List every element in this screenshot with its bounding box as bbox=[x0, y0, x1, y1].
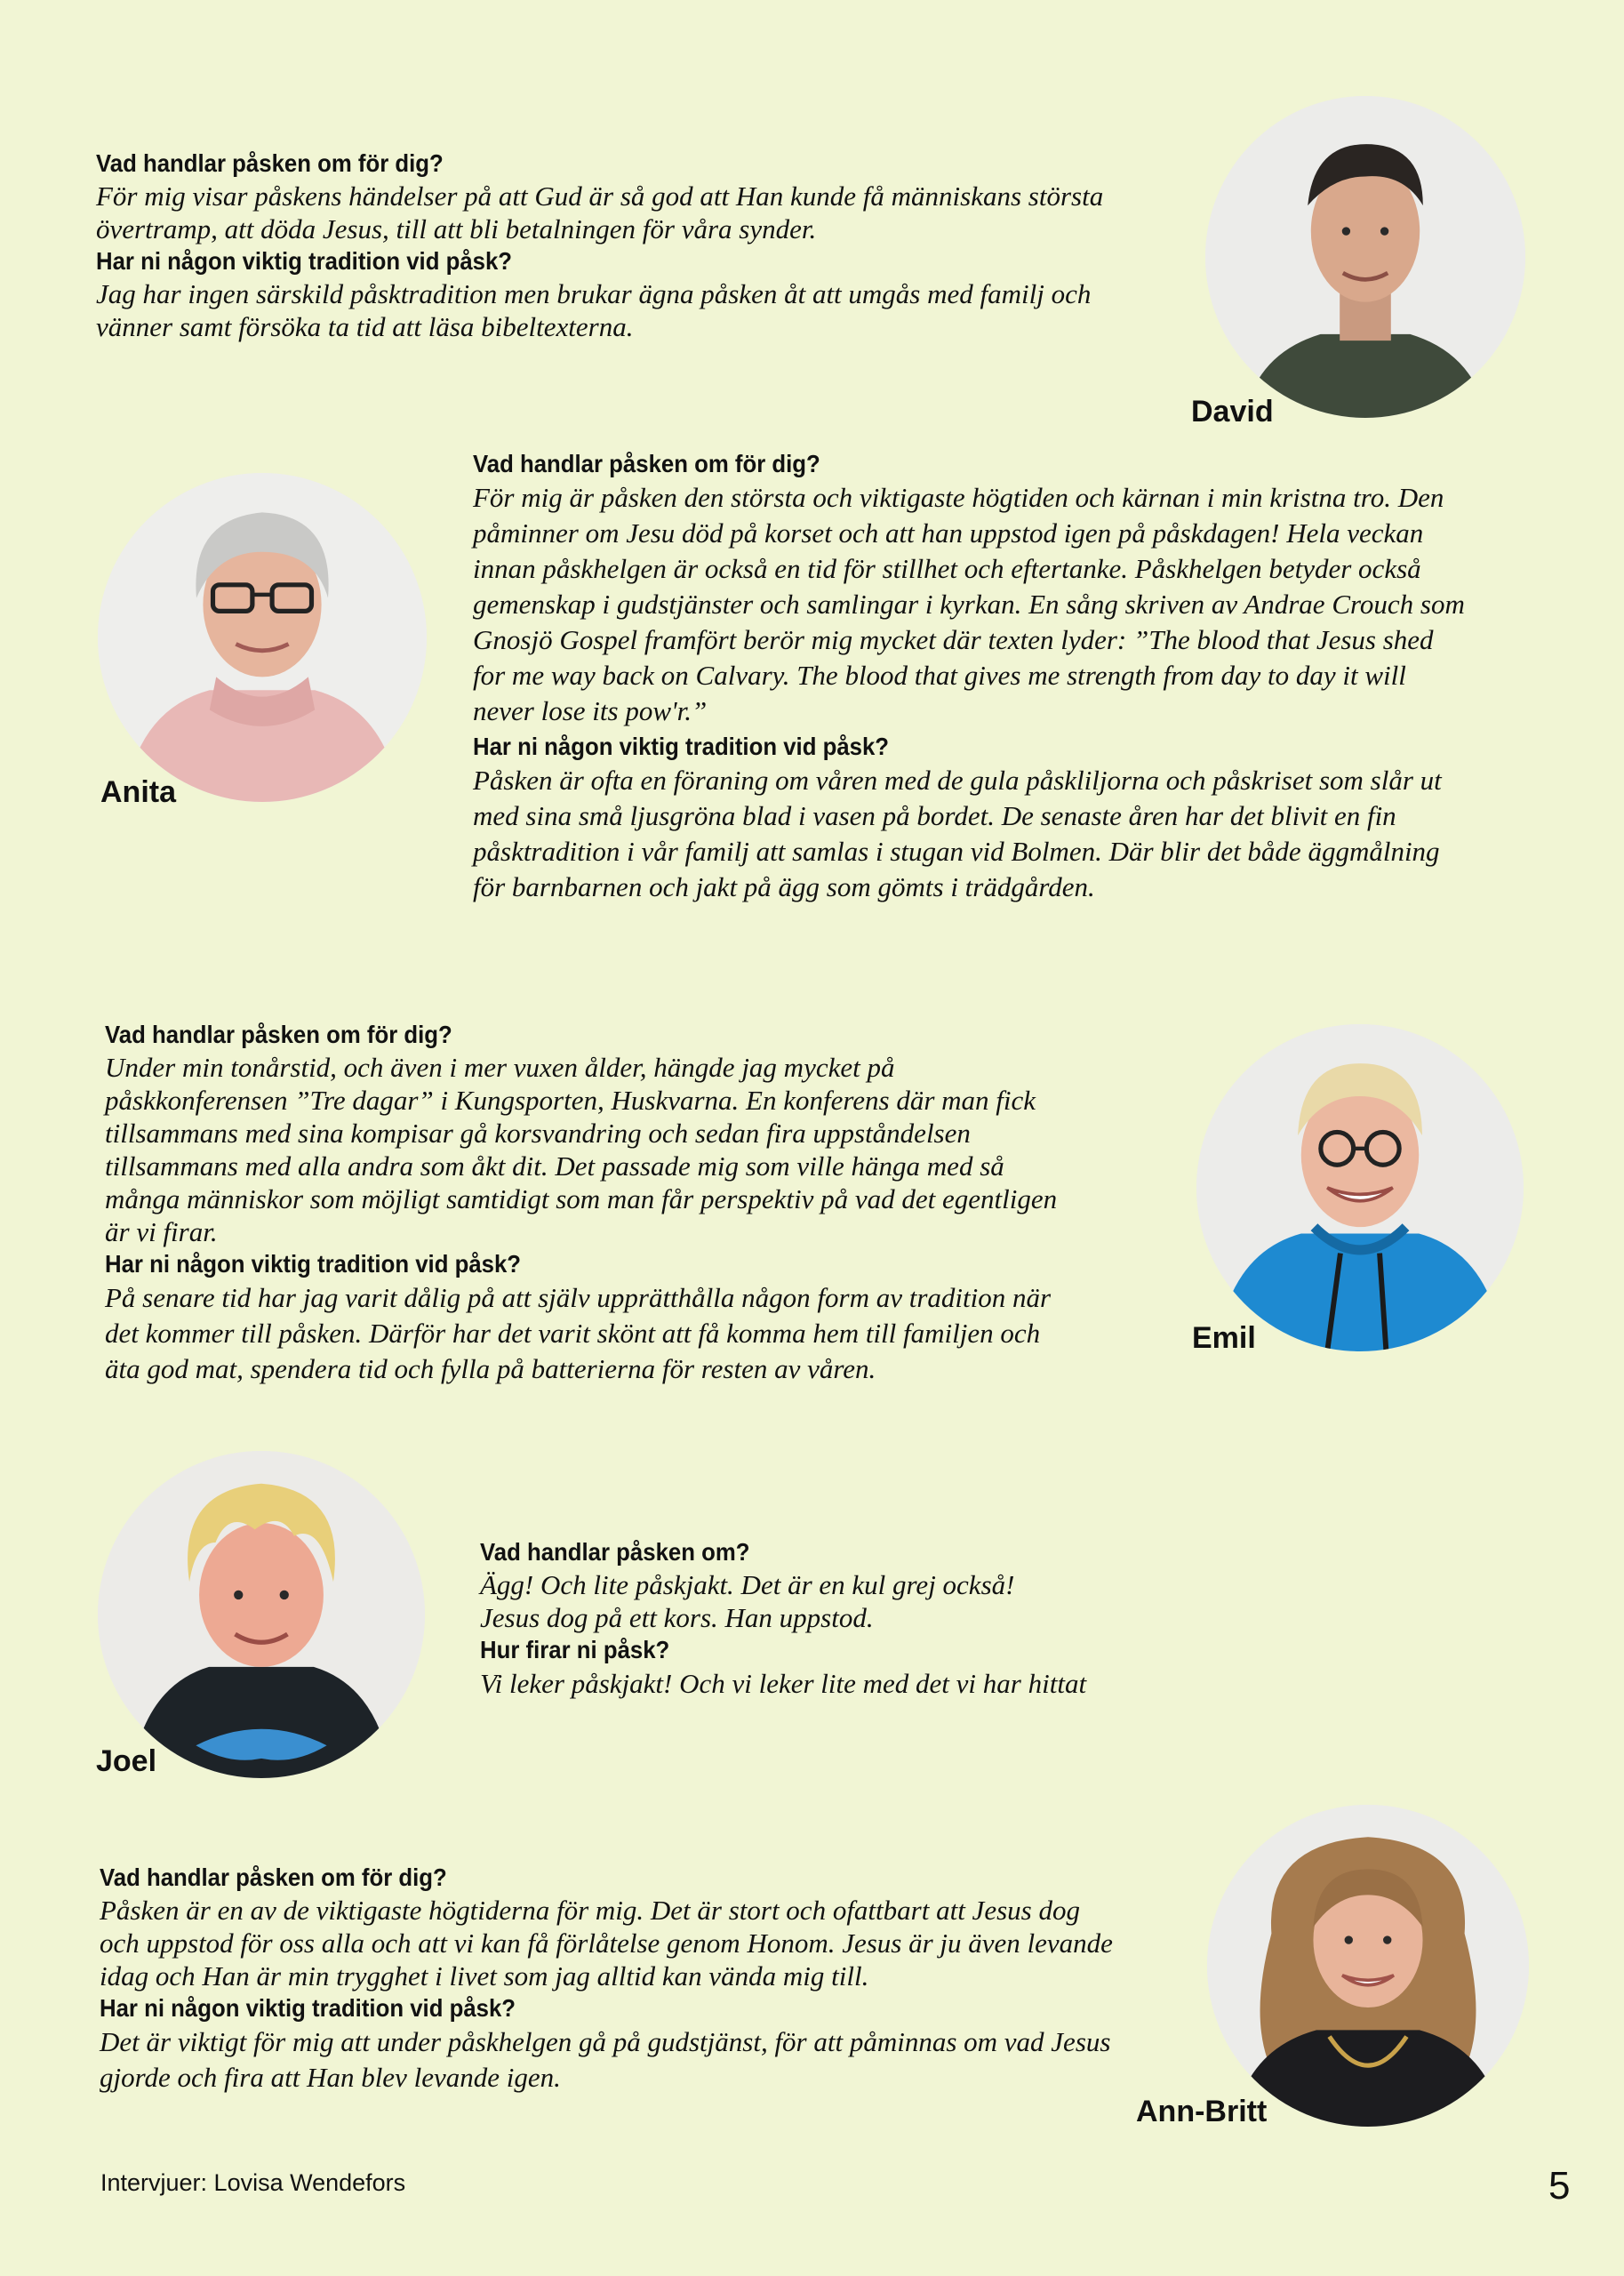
person-name-emil: Emil bbox=[1192, 1321, 1256, 1355]
answer-line: På senare tid har jag varit dålig på att själv upprätthålla någon form av tradition när bbox=[105, 1282, 1052, 1313]
portrait-joel bbox=[98, 1451, 425, 1778]
answer-line: övertramp, att döda Jesus, till att bli betalningen för våra synder. bbox=[96, 213, 817, 244]
answer-line: gemenskap i gudstjänster och samlingar i kyrkan. En sång skriven av Andrae Crouch som bbox=[473, 589, 1465, 620]
answer-line: med sina små ljusgröna blad i vasen på bordet. De senaste åren har det blivit en fin bbox=[473, 800, 1396, 831]
answer-text bbox=[96, 277, 1198, 343]
interview-joel bbox=[480, 1536, 1458, 1702]
portrait-anita bbox=[98, 473, 427, 802]
answer-text bbox=[105, 1280, 1172, 1387]
question-heading: Vad handlar påsken om för dig? bbox=[105, 1021, 452, 1048]
answer-line: För mig är påsken den största och viktigaste högtiden och kärnan i min kristna tro. Den bbox=[473, 482, 1444, 513]
person-name-joel: Joel bbox=[96, 1744, 157, 1778]
question-heading: Vad handlar påsken om för dig? bbox=[473, 450, 820, 477]
interview-anita bbox=[473, 448, 1593, 905]
question-heading: Vad handlar påsken om för dig? bbox=[96, 149, 444, 177]
question-heading: Vad handlar påsken om för dig? bbox=[100, 1863, 447, 1891]
person-name-anita: Anita bbox=[100, 775, 176, 809]
answer-line: påminner om Jesu död på korset och att han uppstod igen på påskdagen! Hela veckan bbox=[473, 517, 1424, 549]
answer-text bbox=[480, 1666, 1458, 1702]
question-heading: Har ni någon viktig tradition vid påsk? bbox=[96, 247, 513, 275]
answer-line: och uppstod för oss alla och att vi kan få förlåtelse genom Honom. Jesus är ju även levande bbox=[100, 1927, 1113, 1959]
answer-text bbox=[105, 1051, 1172, 1248]
portrait-david bbox=[1205, 96, 1525, 418]
answer-line: Under min tonårstid, och även i mer vuxen ålder, hängde jag mycket på bbox=[105, 1052, 895, 1083]
question-heading: Har ni någon viktig tradition vid påsk? bbox=[105, 1250, 522, 1278]
answer-line: idag och Han är min trygghet i livet som jag alltid kan vända mig till. bbox=[100, 1960, 869, 1992]
answer-line: tillsammans med sina kompisar gå korsvandring och sedan fira uppståndelsen bbox=[105, 1118, 971, 1149]
answer-line: äta god mat, spendera tid och fylla på batterierna för resten av våren. bbox=[105, 1353, 876, 1384]
interview-emil bbox=[105, 1019, 1172, 1387]
question-heading: Har ni någon viktig tradition vid påsk? bbox=[473, 733, 890, 760]
answer-line: många människor som möjligt samtidigt som man får perspektiv på vad det egentligen bbox=[105, 1183, 1058, 1214]
answer-text bbox=[473, 480, 1593, 729]
answer-line: Det är viktigt för mig att under påskhelgen gå på gudstjänst, för att påminnas om vad Jesus bbox=[100, 2026, 1111, 2057]
interviewer-credit: Intervjuer: Lovisa Wendefors bbox=[100, 2169, 406, 2196]
answer-line: för barnbarnen och jakt på ägg som gömts i trädgården. bbox=[473, 871, 1095, 902]
portrait-ann-britt bbox=[1207, 1805, 1529, 2127]
answer-line: vänner samt försöka ta tid att läsa bibeltexterna. bbox=[96, 311, 634, 342]
answer-text bbox=[100, 2024, 1202, 2096]
answer-line: Gnosjö Gospel framfört berör mig mycket där texten lyder: ”The blood that Jesus shed bbox=[473, 624, 1434, 655]
page-number: 5 bbox=[1548, 2164, 1571, 2208]
answer-line: påsktradition i vår familj att samlas i stugan vid Bolmen. Där blir det både äggmålning bbox=[473, 836, 1440, 867]
interview-ann-britt bbox=[100, 1862, 1202, 2096]
answer-line: innan påskhelgen är också en tid för stillhet och eftertanke. Påskhelgen betyder också bbox=[473, 553, 1421, 584]
question-heading: Har ni någon viktig tradition vid påsk? bbox=[100, 1994, 516, 2022]
person-name-ann-britt: Ann-Britt bbox=[1136, 2095, 1268, 2128]
answer-line: tillsammans med alla andra som åkt dit. Det passade mig som ville hänga med så bbox=[105, 1150, 1004, 1182]
answer-line: gjorde och fira att Han blev levande igen. bbox=[100, 2062, 561, 2093]
person-name-david: David bbox=[1191, 395, 1274, 429]
portrait-emil bbox=[1196, 1024, 1524, 1351]
answer-line: påskkonferensen ”Tre dagar” i Kungsporten, Huskvarna. En konferens där man fick bbox=[105, 1085, 1036, 1116]
answer-text bbox=[96, 180, 1198, 245]
answer-line: Påsken är ofta en föraning om våren med de gula påskliljorna och påskriset som slår ut bbox=[473, 765, 1442, 796]
answer-line: Ägg! Och lite påskjakt. Det är en kul grej också! bbox=[480, 1569, 1015, 1600]
interview-david bbox=[96, 148, 1198, 343]
answer-line: Jesus dog på ett kors. Han uppstod. bbox=[480, 1602, 874, 1633]
question-heading: Hur firar ni påsk? bbox=[480, 1636, 670, 1663]
answer-text bbox=[100, 1894, 1202, 1992]
answer-text bbox=[480, 1568, 1458, 1634]
answer-line: Vi leker påskjakt! Och vi leker lite med det vi har hittat bbox=[480, 1668, 1087, 1699]
answer-line: Jag har ingen särskild påsktradition men brukar ägna påsken åt att umgås med familj och bbox=[96, 278, 1092, 309]
answer-line: det kommer till påsken. Därför har det varit skönt att få komma hem till familjen och bbox=[105, 1318, 1041, 1349]
answer-line: är vi firar. bbox=[105, 1216, 218, 1247]
answer-text bbox=[473, 763, 1593, 905]
answer-line: for me way back on Calvary. The blood that gives me strength from day to day it will bbox=[473, 660, 1406, 691]
answer-line: never lose its pow'r.” bbox=[473, 695, 708, 726]
answer-line: För mig visar påskens händelser på att Gud är så god att Han kunde få människans största bbox=[96, 180, 1104, 212]
answer-line: Påsken är en av de viktigaste högtiderna för mig. Det är stort och ofattbart att Jesus dog bbox=[100, 1895, 1080, 1926]
question-heading: Vad handlar påsken om? bbox=[480, 1538, 750, 1566]
